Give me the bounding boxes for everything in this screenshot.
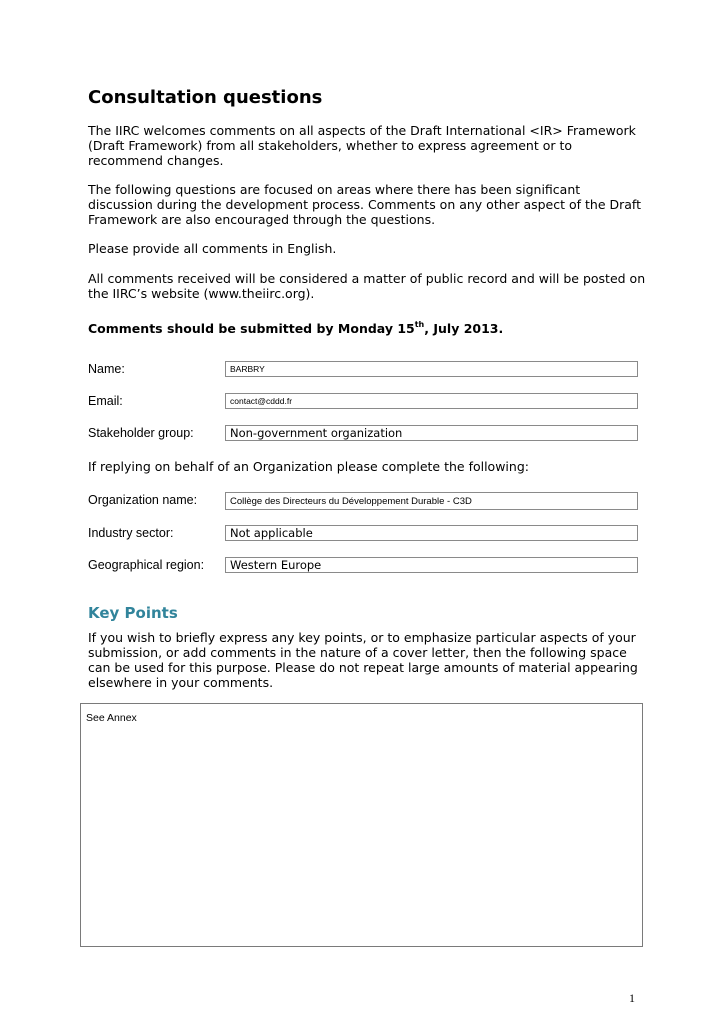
stakeholder-group-label: Stakeholder group: <box>88 426 194 440</box>
email-value: contact@cddd.fr <box>230 396 293 406</box>
key-points-response-box[interactable] <box>80 703 643 947</box>
name-field[interactable] <box>225 361 638 377</box>
organization-name-field[interactable] <box>225 492 638 510</box>
industry-sector-label: Industry sector: <box>88 526 174 540</box>
stakeholder-group-value: Non-government organization <box>230 426 403 440</box>
geographical-region-label: Geographical region: <box>88 558 205 572</box>
submission-deadline <box>88 321 503 336</box>
intro-paragraph: Please provide all comments in English. <box>88 241 337 256</box>
email-field[interactable] <box>225 393 638 409</box>
industry-sector-value: Not applicable <box>230 526 313 540</box>
geographical-region-field[interactable] <box>225 557 638 573</box>
deadline-text: Comments should be submitted by Monday 15 <box>88 321 415 336</box>
intro-paragraph: All comments received will be considered a matter of public record and will be posted on the IIRC’s website (www.theiirc.org). <box>88 271 646 301</box>
key-points-heading: Key Points <box>88 604 178 622</box>
geographical-region-value: Western Europe <box>230 558 322 572</box>
name-label: Name: <box>88 362 125 376</box>
stakeholder-group-field[interactable] <box>225 425 638 441</box>
key-points-response-text: See Annex <box>86 712 137 724</box>
intro-paragraph: The IIRC welcomes comments on all aspects of the Draft International <IR> Framework (Draft Framework) from all stakeholders, whether to express agreement or to recommend changes. <box>88 123 636 168</box>
name-value: BARBRY <box>230 364 265 374</box>
intro-paragraph: The following questions are focused on areas where there has been significant discussion during the development process. Comments on any other aspect of the Draft Framework are also encouraged through the questions. <box>88 182 642 227</box>
organization-name-value: Collège des Directeurs du Développement Durable - C3D <box>230 495 472 507</box>
deadline-superscript: th <box>414 320 425 329</box>
email-label: Email: <box>88 394 123 408</box>
key-points-instructions: If you wish to briefly express any key points, or to emphasize particular aspects of your submission, or add comments in the nature of a cover letter, then the following space can be used for this purpose. Please do not repeat large amounts of material appearing elsewhere in your comments. <box>88 630 638 690</box>
page-number: 1 <box>629 991 635 1005</box>
organization-name-label: Organization name: <box>88 493 198 507</box>
deadline-text-end: , July 2013. <box>424 321 504 336</box>
industry-sector-field[interactable] <box>225 525 638 541</box>
organization-prompt: If replying on behalf of an Organization please complete the following: <box>88 459 529 474</box>
page-title: Consultation questions <box>88 87 323 108</box>
